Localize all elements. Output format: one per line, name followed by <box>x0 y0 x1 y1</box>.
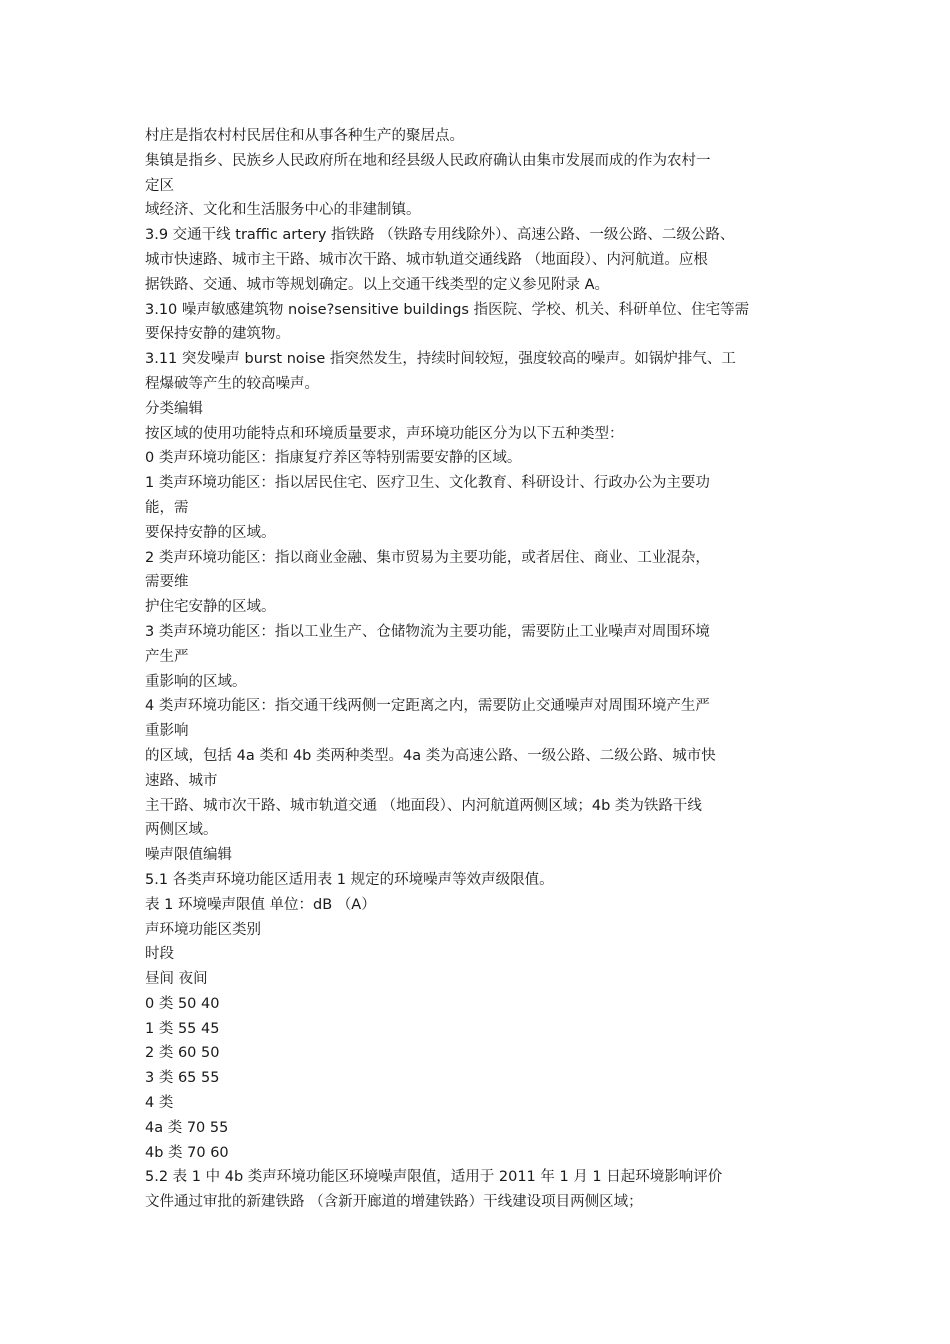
table-header-line: 声环境功能区类别 <box>145 921 261 938</box>
text-line: 据铁路、交通、城市等规划确定。以上交通干线类型的定义参见附录 A。 <box>145 276 610 293</box>
text-line: 护住宅安静的区域。 <box>145 599 276 616</box>
text-line: 5.1 各类声环境功能区适用表 1 规定的环境噪声等效声级限值。 <box>145 871 554 888</box>
text-line: 3.10 噪声敏感建筑物 noise?sensitive buildings 指医院、学校、机关、科研单位、住宅等需 <box>145 301 750 318</box>
table-header-line: 时段 <box>145 946 174 963</box>
text-line: 0 类声环境功能区：指康复疗养区等特别需要安静的区域。 <box>145 450 522 467</box>
document-page <box>145 124 815 1215</box>
table-row-line: 4a 类 70 55 <box>145 1119 229 1136</box>
text-line: 重影响 <box>145 723 189 740</box>
text-line: 要保持安静的建筑物。 <box>145 326 290 343</box>
text-line: 产生严 <box>145 648 189 665</box>
text-line: 需要维 <box>145 574 189 591</box>
text-line: 两侧区域。 <box>145 822 218 839</box>
text-line: 域经济、文化和生活服务中心的非建制镇。 <box>145 202 421 219</box>
table-row-line: 2 类 60 50 <box>145 1045 220 1062</box>
text-line: 速路、城市 <box>145 772 218 789</box>
table-row-line: 3 类 65 55 <box>145 1070 220 1087</box>
table-header-line: 昼间 夜间 <box>145 971 208 988</box>
table-row-line: 1 类 55 45 <box>145 1020 220 1037</box>
text-line: 1 类声环境功能区：指以居民住宅、医疗卫生、文化教育、科研设计、行政办公为主要功 <box>145 475 710 492</box>
text-line: 能，需 <box>145 499 189 516</box>
text-line: 3.9 交通干线 traffic artery 指铁路 （铁路专用线除外）、高速公路、一级公路、二级公路、 <box>145 227 735 244</box>
text-line: 要保持安静的区域。 <box>145 524 276 541</box>
text-line: 3 类声环境功能区：指以工业生产、仓储物流为主要功能，需要防止工业噪声对周围环境 <box>145 623 710 640</box>
text-line: 主干路、城市次干路、城市轨道交通 （地面段）、内河航道两侧区域；4b 类为铁路干线 <box>145 797 702 814</box>
table-row-line: 4b 类 70 60 <box>145 1144 229 1161</box>
text-line: 3.11 突发噪声 burst noise 指突然发生，持续时间较短，强度较高的噪声。如锅炉排气、工 <box>145 351 736 368</box>
text-line: 定区 <box>145 177 174 194</box>
text-line: 文件通过审批的新建铁路 （含新开廊道的增建铁路）干线建设项目两侧区域； <box>145 1194 643 1211</box>
table-row-line: 4 类 <box>145 1095 174 1112</box>
text-line: 重影响的区域。 <box>145 673 247 690</box>
text-line: 4 类声环境功能区：指交通干线两侧一定距离之内，需要防止交通噪声对周围环境产生严 <box>145 698 710 715</box>
text-line: 村庄是指农村村民居住和从事各种生产的聚居点。 <box>145 128 464 144</box>
section-heading: 噪声限值编辑 <box>145 847 232 864</box>
table-row-line: 0 类 50 40 <box>145 995 220 1012</box>
text-line: 按区域的使用功能特点和环境质量要求，声环境功能区分为以下五种类型： <box>145 425 624 442</box>
section-heading: 分类编辑 <box>145 400 203 417</box>
text-line: 5.2 表 1 中 4b 类声环境功能区环境噪声限值，适用于 2011 年 1 月 1 日起环境影响评价 <box>145 1169 723 1186</box>
text-line: 2 类声环境功能区：指以商业金融、集市贸易为主要功能，或者居住、商业、工业混杂， <box>145 549 710 566</box>
text-line: 城市快速路、城市主干路、城市次干路、城市轨道交通线路 （地面段）、内河航道。应根 <box>145 251 708 268</box>
text-line: 集镇是指乡、民族乡人民政府所在地和经县级人民政府确认由集市发展而成的作为农村一 <box>145 152 711 169</box>
text-line: 的区域，包括 4a 类和 4b 类两种类型。4a 类为高速公路、一级公路、二级公路、城市快 <box>145 747 716 764</box>
text-line: 程爆破等产生的较高噪声。 <box>145 375 319 392</box>
table-caption: 表 1 环境噪声限值 单位：dB （A） <box>145 896 376 913</box>
